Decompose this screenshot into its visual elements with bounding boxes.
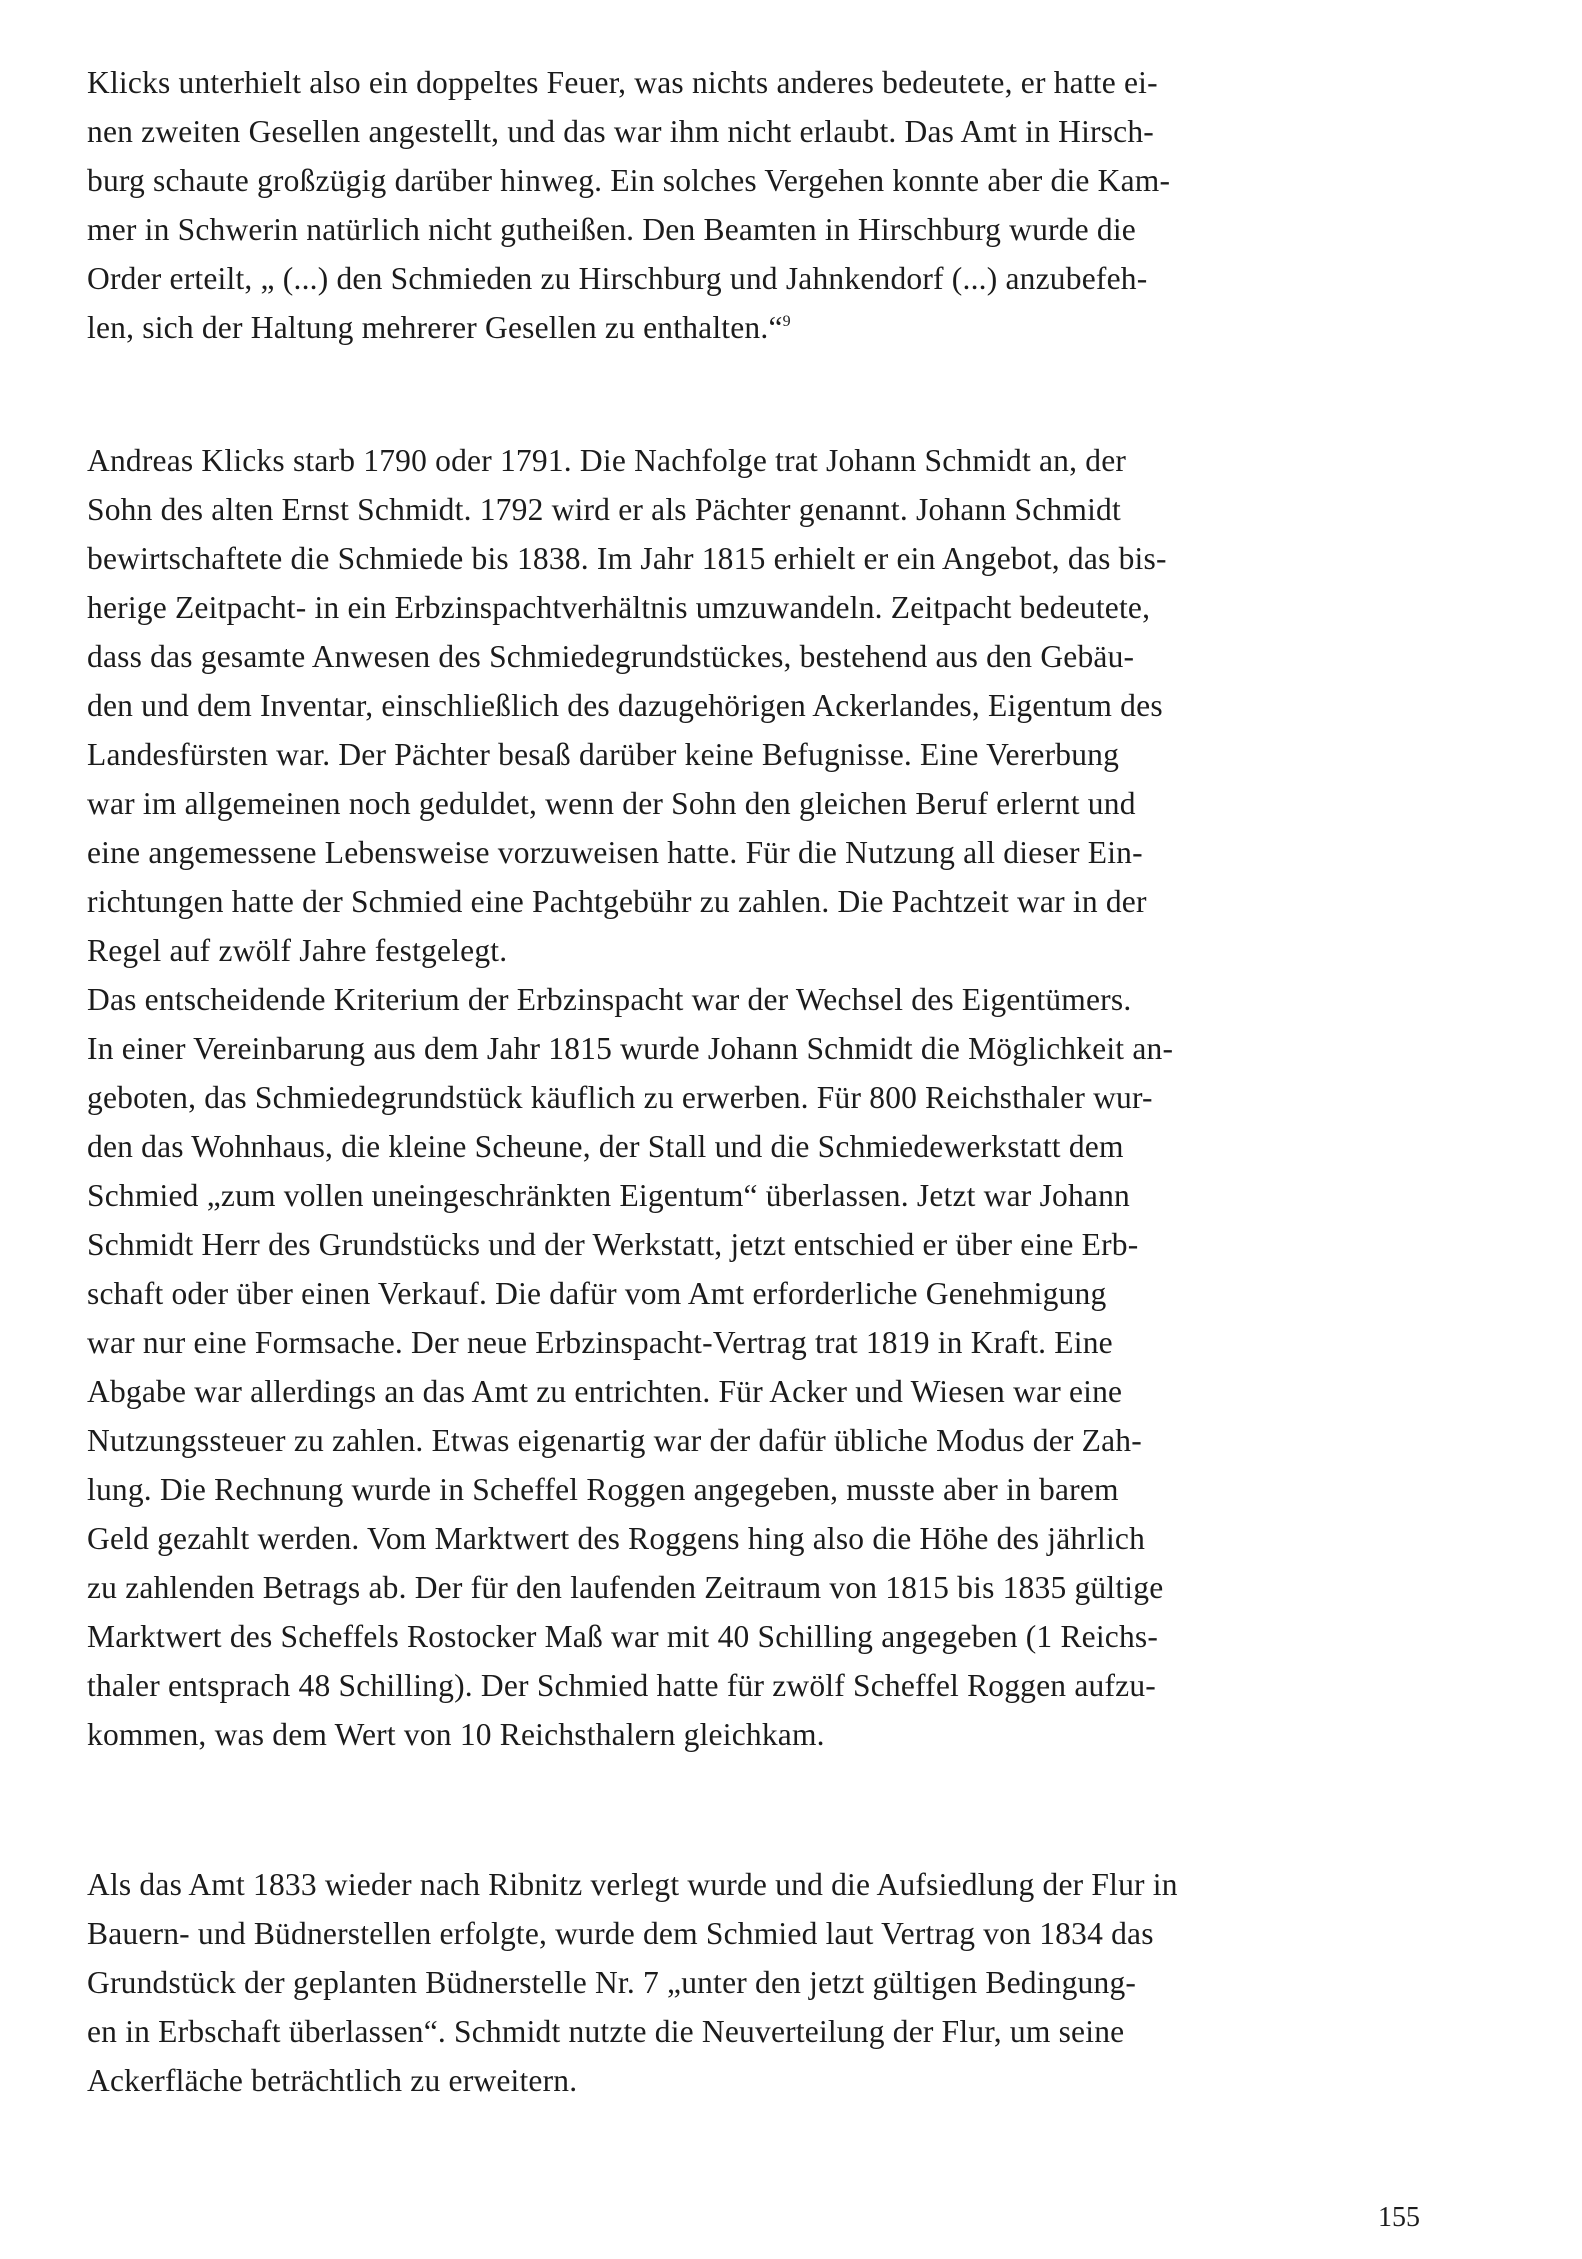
text-line: nen zweiten Gesellen angestellt, und das war ihm nicht erlaubt. Das Amt in Hirsch- [87,114,1154,149]
text-line: war nur eine Formsache. Der neue Erbzinspacht-Vertrag trat 1819 in Kraft. Eine [87,1325,1113,1360]
text-line: Marktwert des Scheffels Rostocker Maß war mit 40 Schilling angegeben (1 Reichs- [87,1619,1159,1654]
text-line: Das entscheidende Kriterium der Erbzinspacht war der Wechsel des Eigentümers. [87,982,1132,1017]
text-line: den das Wohnhaus, die kleine Scheune, der Stall und die Schmiedewerkstatt dem [87,1129,1124,1164]
text-line: Geld gezahlt werden. Vom Marktwert des Roggens hing also die Höhe des jährlich [87,1521,1146,1556]
text-line: mer in Schwerin natürlich nicht gutheißen. Den Beamten in Hirschburg wurde die [87,212,1136,247]
text-line: schaft oder über einen Verkauf. Die dafür vom Amt erforderliche Genehmigung [87,1276,1107,1311]
text-line: In einer Vereinbarung aus dem Jahr 1815 wurde Johann Schmidt die Möglichkeit an- [87,1031,1174,1066]
text-line: war im allgemeinen noch geduldet, wenn der Sohn den gleichen Beruf erlernt und [87,786,1136,821]
text-line: eine angemessene Lebensweise vorzuweisen hatte. Für die Nutzung all dieser Ein- [87,835,1143,870]
paragraph-1 [87,58,1427,352]
text-line: en in Erbschaft überlassen“. Schmidt nutzte die Neuverteilung der Flur, um seine [87,2014,1125,2049]
text-line: den und dem Inventar, einschließlich des dazugehörigen Ackerlandes, Eigentum des [87,688,1163,723]
text-line: lung. Die Rechnung wurde in Scheffel Roggen angegeben, musste aber in barem [87,1472,1119,1507]
footnote-reference: 9 [782,313,791,330]
text-line: Als das Amt 1833 wieder nach Ribnitz verlegt wurde und die Aufsiedlung der Flur in [87,1867,1178,1902]
text-line: kommen, was dem Wert von 10 Reichsthalern gleichkam. [87,1717,825,1752]
text-line: Regel auf zwölf Jahre festgelegt. [87,933,508,968]
text-line: Landesfürsten war. Der Pächter besaß darüber keine Befugnisse. Eine Vererbung [87,737,1120,772]
text-line: Bauern- und Büdnerstellen erfolgte, wurde dem Schmied laut Vertrag von 1834 das [87,1916,1154,1951]
text-line: Order erteilt, „ (...) den Schmieden zu Hirschburg und Jahnkendorf (...) anzubefeh- [87,261,1148,296]
text-line: len, sich der Haltung mehrerer Gesellen zu enthalten.“ [87,310,783,345]
text-line: herige Zeitpacht- in ein Erbzinspachtverhältnis umzuwandeln. Zeitpacht bedeutete, [87,590,1151,625]
text-line: Sohn des alten Ernst Schmidt. 1792 wird er als Pächter genannt. Johann Schmidt [87,492,1121,527]
text-line-with-footnote [87,303,1427,352]
text-line: Klicks unterhielt also ein doppeltes Feuer, was nichts anderes bedeutete, er hatte ei- [87,65,1158,100]
text-line: Abgabe war allerdings an das Amt zu entrichten. Für Acker und Wiesen war eine [87,1374,1123,1409]
paragraph-2 [87,436,1427,1759]
text-line: Grundstück der geplanten Büdnerstelle Nr. 7 „unter den jetzt gültigen Bedingung- [87,1965,1137,2000]
text-line: Nutzungssteuer zu zahlen. Etwas eigenartig war der dafür übliche Modus der Zah- [87,1423,1142,1458]
text-line: Schmidt Herr des Grundstücks und der Werkstatt, jetzt entschied er über eine Erb- [87,1227,1139,1262]
text-line: richtungen hatte der Schmied eine Pachtgebühr zu zahlen. Die Pachtzeit war in der [87,884,1147,919]
text-line: geboten, das Schmiedegrundstück käuflich zu erwerben. Für 800 Reichsthaler wur- [87,1080,1153,1115]
text-line: bewirtschaftete die Schmiede bis 1838. Im Jahr 1815 erhielt er ein Angebot, das bis- [87,541,1167,576]
text-line: dass das gesamte Anwesen des Schmiedegrundstückes, bestehend aus den Gebäu- [87,639,1135,674]
text-line: Schmied „zum vollen uneingeschränkten Eigentum“ überlassen. Jetzt war Johann [87,1178,1131,1213]
text-line: zu zahlenden Betrags ab. Der für den laufenden Zeitraum von 1815 bis 1835 gültige [87,1570,1164,1605]
text-line: Andreas Klicks starb 1790 oder 1791. Die Nachfolge trat Johann Schmidt an, der [87,443,1127,478]
page-number: 155 [1378,2202,1420,2233]
text-line: thaler entsprach 48 Schilling). Der Schmied hatte für zwölf Scheffel Roggen aufzu- [87,1668,1156,1703]
text-line: burg schaute großzügig darüber hinweg. Ein solches Vergehen konnte aber die Kam- [87,163,1171,198]
paragraph-3 [87,1860,1427,2105]
text-line: Ackerfläche beträchtlich zu erweitern. [87,2063,578,2098]
